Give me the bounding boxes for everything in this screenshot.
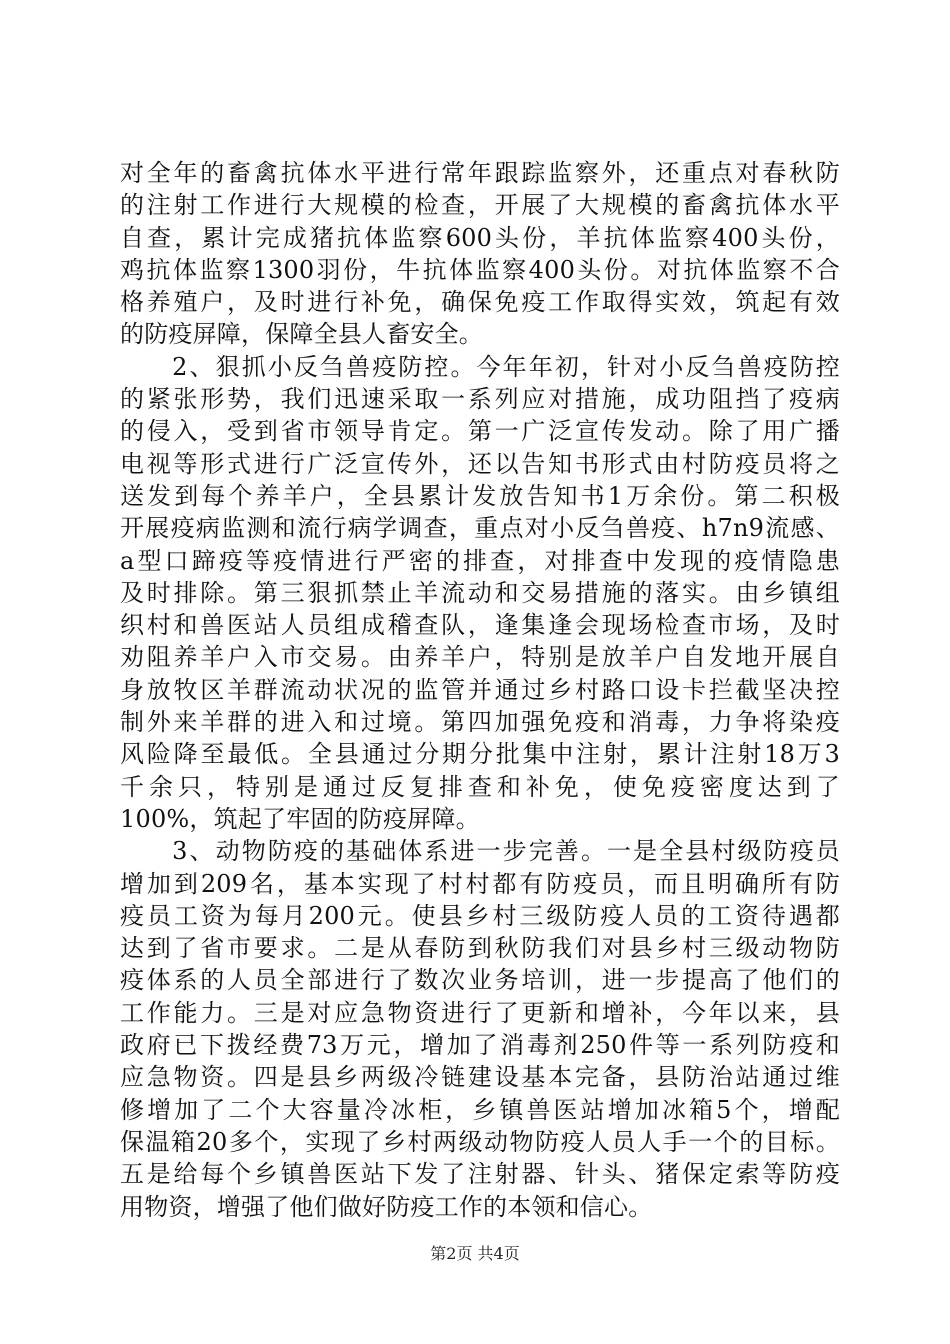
text-line: 制外来羊群的进入和过境。第四加强免疫和消毒，力争将染疫 [120, 708, 840, 737]
document-body [120, 157, 840, 1223]
text-line: 疫员工资为每月200元。使县乡村三级防疫人员的工资待遇都 [120, 901, 840, 930]
text-line: a型口蹄疫等疫情进行严密的排查，对排查中发现的疫情隐患 [120, 546, 840, 575]
text-line: 用物资，增强了他们做好防疫工作的本领和信心。 [120, 1192, 653, 1221]
text-line: 对全年的畜禽抗体水平进行常年跟踪监察外，还重点对春秋防 [120, 159, 840, 187]
text-line: 电视等形式进行广泛宣传外，还以告知书形式由村防疫员将之 [120, 449, 840, 478]
text-line: 保温箱20多个，实现了乡村两级动物防疫人员人手一个的目标。 [120, 1127, 840, 1156]
text-line: 修增加了二个大容量冷冰柜，乡镇兽医站增加冰箱5个，增配 [120, 1095, 840, 1124]
text-line: 劝阻养羊户入市交易。由养羊户，特别是放羊户自发地开展自 [120, 643, 840, 672]
text-line: 开展疫病监测和流行病学调查，重点对小反刍兽疫、h7n9流感、 [120, 514, 840, 543]
text-line: 100%，筑起了牢固的防疫屏障。 [120, 804, 480, 833]
text-line: 鸡抗体监察1300羽份，牛抗体监察400头份。对抗体监察不合 [120, 255, 840, 284]
text-line: 增加到209名，基本实现了村村都有防疫员，而且明确所有防 [120, 869, 840, 898]
text-line: 风险降至最低。全县通过分期分批集中注射，累计注射18万3 [120, 740, 840, 769]
text-line: 应急物资。四是县乡两级冷链建设基本完备，县防治站通过维 [120, 1063, 840, 1092]
text-line: 五是给每个乡镇兽医站下发了注射器、针头、猪保定索等防疫 [120, 1160, 840, 1189]
text-line: 的侵入，受到省市领导肯定。第一广泛宣传发动。除了用广播 [120, 417, 840, 446]
text-line: 自查，累计完成猪抗体监察600头份，羊抗体监察400头份， [120, 223, 840, 252]
text-line: 2、狠抓小反刍兽疫防控。今年年初，针对小反刍兽疫防控 [120, 352, 840, 381]
text-line: 3、动物防疫的基础体系进一步完善。一是全县村级防疫员 [120, 837, 840, 866]
text-line: 格养殖户，及时进行补免，确保免疫工作取得实效，筑起有效 [120, 288, 840, 317]
text-line: 的防疫屏障，保障全县人畜安全。 [120, 320, 483, 349]
text-line: 的注射工作进行大规模的检查，开展了大规模的畜禽抗体水平 [120, 191, 840, 220]
text-line: 送发到每个养羊户，全县累计发放告知书1万余份。第二积极 [120, 481, 840, 510]
text-line: 千余只，特别是通过反复排查和补免，使免疫密度达到了 [120, 772, 840, 801]
text-line: 政府已下拨经费73万元，增加了消毒剂250件等一系列防疫和 [120, 1031, 840, 1060]
page-number-footer: 第2页 共4页 [430, 1244, 520, 1263]
text-line: 达到了省市要求。二是从春防到秋防我们对县乡村三级动物防 [120, 934, 840, 963]
text-line: 工作能力。三是对应急物资进行了更新和增补，今年以来，县 [120, 998, 840, 1027]
text-line: 疫体系的人员全部进行了数次业务培训，进一步提高了他们的 [120, 966, 840, 995]
text-line: 及时排除。第三狠抓禁止羊流动和交易措施的落实。由乡镇组 [120, 578, 840, 607]
text-line: 身放牧区羊群流动状况的监管并通过乡村路口设卡拦截坚决控 [120, 675, 840, 704]
text-line: 织村和兽医站人员组成稽查队，逢集逢会现场检查市场，及时 [120, 611, 840, 640]
text-line: 的紧张形势，我们迅速采取一系列应对措施，成功阻挡了疫病 [120, 385, 840, 414]
